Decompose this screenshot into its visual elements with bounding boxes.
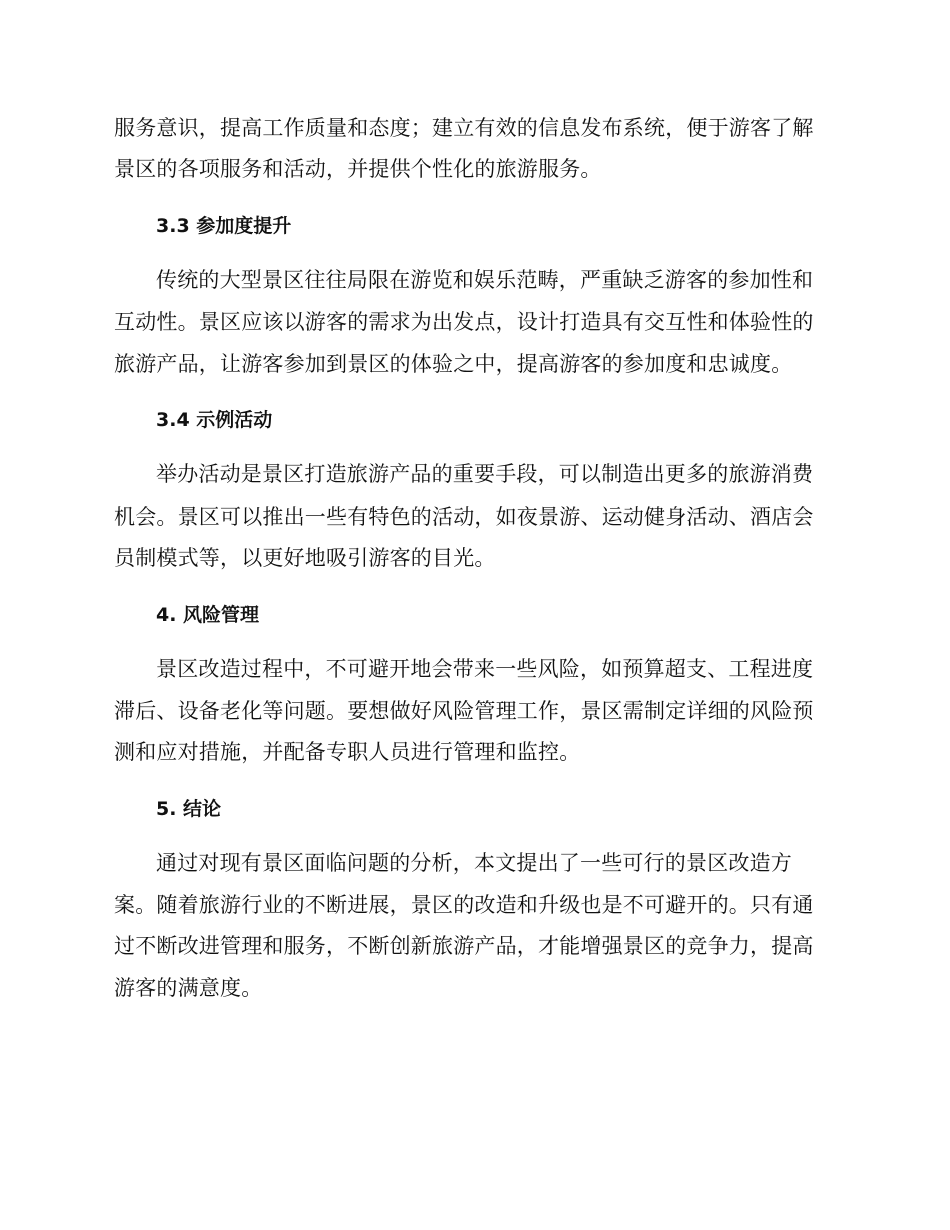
paragraph-line: 服务意识，提高工作质量和态度；建立有效的信息发布系统，便于游客了解 xyxy=(114,116,814,140)
paragraph-line: 景区改造过程中，不可避开地会带来一些风险，如预算超支、工程进度 xyxy=(156,657,814,681)
paragraph-line: 传统的大型景区往往局限在游览和娱乐范畴，严重缺乏游客的参加性和 xyxy=(156,268,814,292)
paragraph-line: 过不断改进管理和服务，不断创新旅游产品，才能增强景区的竞争力，提高 xyxy=(114,934,814,958)
paragraph-line: 游客的满意度。 xyxy=(114,976,263,1000)
paragraph-line: 互动性。景区应该以游客的需求为出发点，设计打造具有交互性和体验性的 xyxy=(114,310,814,334)
section-heading: 4. 风险管理 xyxy=(156,604,260,626)
paragraph-line: 滞后、设备老化等问题。要想做好风险管理工作，景区需制定详细的风险预 xyxy=(114,699,814,723)
section-heading: 5. 结论 xyxy=(156,798,222,820)
paragraph-line: 测和应对措施，并配备专职人员进行管理和监控。 xyxy=(114,740,581,764)
paragraph-line: 旅游产品，让游客参加到景区的体验之中，提高游客的参加度和忠诚度。 xyxy=(114,352,793,376)
paragraph-line: 景区的各项服务和活动，并提供个性化的旅游服务。 xyxy=(114,157,602,181)
paragraph-line: 员制模式等，以更好地吸引游客的目光。 xyxy=(114,546,496,570)
section-heading: 3.4 示例活动 xyxy=(156,409,273,431)
paragraph-line: 机会。景区可以推出一些有特色的活动，如夜景游、运动健身活动、酒店会 xyxy=(114,505,814,529)
section-heading: 3.3 参加度提升 xyxy=(156,215,292,237)
paragraph-line: 举办活动是景区打造旅游产品的重要手段，可以制造出更多的旅游消费 xyxy=(156,462,814,486)
paragraph-line: 案。随着旅游行业的不断进展，景区的改造和升级也是不可避开的。只有通 xyxy=(114,893,814,917)
paragraph-line: 通过对现有景区面临问题的分析，本文提出了一些可行的景区改造方 xyxy=(156,851,792,875)
